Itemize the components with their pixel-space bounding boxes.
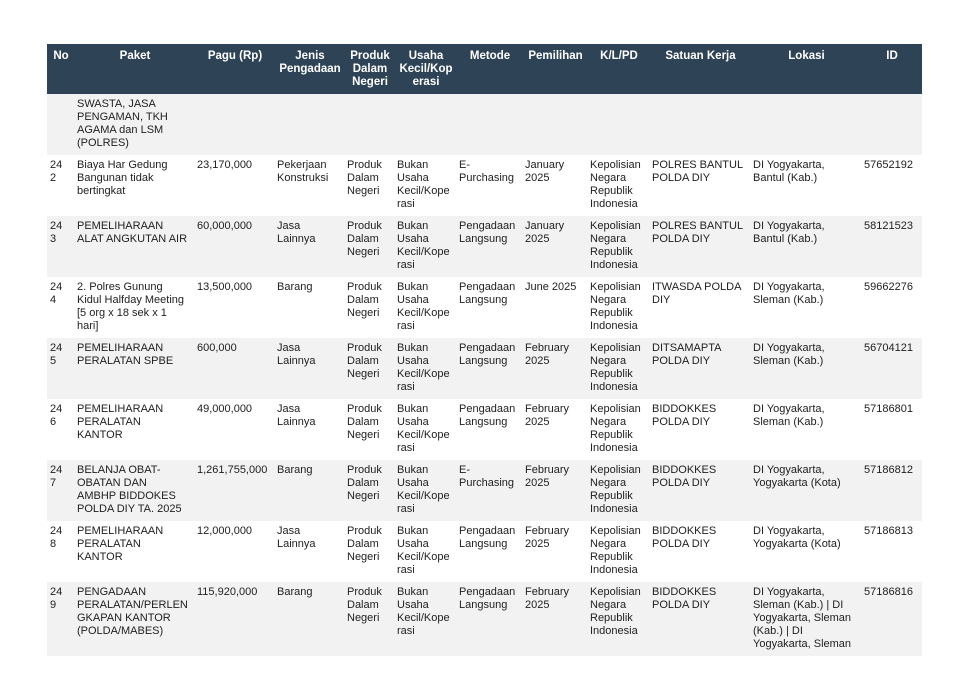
cell-usaha-kecil-koperasi: Bukan Usaha Kecil/Koperasi [397, 586, 450, 637]
cell-pemilihan: February 2025 [525, 464, 570, 489]
cell-paket: PENGADAAN PERALATAN/PERLENGKAPAN KANTOR (POLDA/MABES) [77, 586, 188, 637]
cell-id: 57186812 [864, 464, 913, 476]
table-row [47, 399, 922, 460]
cell-jenis-pengadaan: Jasa Lainnya [277, 220, 316, 245]
table-row [47, 277, 922, 338]
cell-lokasi: DI Yogyakarta, Yogyakarta (Kota) [753, 525, 841, 550]
cell-metode: E-Purchasing [459, 464, 515, 489]
table-row [47, 94, 922, 155]
cell-paket: PEMELIHARAAN ALAT ANGKUTAN AIR [77, 220, 188, 245]
cell-usaha-kecil-koperasi: Bukan Usaha Kecil/Koperasi [397, 342, 450, 393]
cell-no: 243 [50, 220, 63, 245]
table-body [47, 94, 922, 656]
cell-jenis-pengadaan: Jasa Lainnya [277, 403, 316, 428]
cell-produk-dalam-negeri: Produk Dalam Negeri [347, 525, 382, 563]
cell-lokasi: DI Yogyakarta, Sleman (Kab.) [753, 342, 825, 367]
cell-pagu: 115,920,000 [197, 586, 258, 598]
cell-lokasi [751, 94, 862, 155]
cell-usaha-kecil-koperasi: Bukan Usaha Kecil/Koperasi [397, 525, 450, 576]
cell-pemilihan: February 2025 [525, 403, 570, 428]
cell-usaha-kecil-koperasi: Bukan Usaha Kecil/Koperasi [397, 464, 450, 515]
column-header-id: ID [862, 44, 922, 94]
cell-no: 249 [50, 586, 63, 611]
cell-paket: SWASTA, JASA PENGAMAN, TKH AGAMA dan LSM (POLRES) [77, 98, 168, 149]
column-header-pagu: Pagu (Rp) [195, 44, 275, 94]
cell-jenis-pengadaan: Pekerjaan Konstruksi [277, 159, 329, 184]
cell-id: 57186801 [864, 403, 913, 415]
cell-satuan-kerja: BIDDOKKES POLDA DIY [652, 464, 717, 489]
cell-lokasi: DI Yogyakarta, Bantul (Kab.) [753, 159, 825, 184]
cell-pemilihan: January 2025 [525, 220, 565, 245]
cell-pagu: 1,261,755,000 [197, 464, 268, 476]
cell-paket: PEMELIHARAAN PERALATAN KANTOR [77, 403, 164, 441]
cell-id [862, 94, 922, 155]
cell-kl-pd: Kepolisian Negara Republik Indonesia [590, 220, 641, 271]
cell-pagu [195, 94, 275, 155]
cell-produk-dalam-negeri: Produk Dalam Negeri [347, 342, 382, 380]
cell-metode: Pengadaan Langsung [459, 342, 516, 367]
cell-kl-pd: Kepolisian Negara Republik Indonesia [590, 342, 641, 393]
column-header-lokasi: Lokasi [751, 44, 862, 94]
cell-lokasi: DI Yogyakarta, Sleman (Kab.) [753, 403, 825, 428]
cell-usaha-kecil-koperasi: Bukan Usaha Kecil/Koperasi [397, 403, 450, 454]
cell-no: 246 [50, 403, 63, 428]
cell-produk-dalam-negeri: Produk Dalam Negeri [347, 281, 382, 319]
cell-metode: Pengadaan Langsung [459, 403, 516, 428]
column-header-usaha_kecil_koperasi: Usaha Kecil/Koperasi [395, 44, 457, 94]
cell-pagu: 12,000,000 [197, 525, 253, 537]
cell-satuan-kerja [650, 94, 751, 155]
cell-usaha-kecil-koperasi: Bukan Usaha Kecil/Koperasi [397, 159, 450, 210]
cell-id: 58121523 [864, 220, 913, 232]
cell-jenis-pengadaan [275, 94, 345, 155]
cell-satuan-kerja: POLRES BANTUL POLDA DIY [652, 159, 743, 184]
cell-id: 57186813 [864, 525, 913, 537]
cell-id: 57186816 [864, 586, 913, 598]
cell-jenis-pengadaan: Jasa Lainnya [277, 342, 316, 367]
table-row [47, 155, 922, 216]
cell-paket: PEMELIHARAAN PERALATAN KANTOR [77, 525, 164, 563]
cell-pagu: 600,000 [197, 342, 237, 354]
column-header-satuan_kerja: Satuan Kerja [650, 44, 751, 94]
column-header-produk_dalam_negeri: Produk Dalam Negeri [345, 44, 395, 94]
table-row [47, 338, 922, 399]
column-header-paket: Paket [75, 44, 195, 94]
cell-usaha-kecil-koperasi: Bukan Usaha Kecil/Koperasi [397, 220, 450, 271]
cell-satuan-kerja: BIDDOKKES POLDA DIY [652, 403, 717, 428]
cell-paket: PEMELIHARAAN PERALATAN SPBE [77, 342, 174, 367]
cell-metode: Pengadaan Langsung [459, 281, 516, 306]
cell-kl-pd: Kepolisian Negara Republik Indonesia [590, 159, 641, 210]
cell-pemilihan: June 2025 [525, 281, 577, 293]
cell-lokasi: DI Yogyakarta, Yogyakarta (Kota) [753, 464, 841, 489]
table-header-row [47, 44, 922, 94]
table-row [47, 521, 922, 582]
cell-kl-pd: Kepolisian Negara Republik Indonesia [590, 403, 641, 454]
cell-pemilihan: February 2025 [525, 586, 570, 611]
cell-usaha-kecil-koperasi [395, 94, 457, 155]
cell-metode: Pengadaan Langsung [459, 586, 516, 611]
cell-pagu: 23,170,000 [197, 159, 253, 171]
cell-satuan-kerja: BIDDOKKES POLDA DIY [652, 525, 717, 550]
cell-no [47, 94, 75, 155]
cell-pemilihan: January 2025 [525, 159, 565, 184]
cell-no: 248 [50, 525, 63, 550]
cell-jenis-pengadaan: Jasa Lainnya [277, 525, 316, 550]
cell-jenis-pengadaan: Barang [277, 586, 313, 598]
table-row [47, 216, 922, 277]
cell-paket: BELANJA OBAT-OBATAN DAN AMBHP BIDDOKES POLDA DIY TA. 2025 [77, 464, 182, 515]
cell-produk-dalam-negeri [345, 94, 395, 155]
cell-lokasi: DI Yogyakarta, Bantul (Kab.) [753, 220, 825, 245]
column-header-no: No [47, 44, 75, 94]
cell-kl-pd: Kepolisian Negara Republik Indonesia [590, 525, 641, 576]
cell-satuan-kerja: BIDDOKKES POLDA DIY [652, 586, 717, 611]
cell-kl-pd: Kepolisian Negara Republik Indonesia [590, 281, 641, 332]
column-header-pemilihan: Pemilihan [523, 44, 588, 94]
cell-produk-dalam-negeri: Produk Dalam Negeri [347, 220, 382, 258]
cell-id: 57652192 [864, 159, 913, 171]
cell-produk-dalam-negeri: Produk Dalam Negeri [347, 586, 382, 624]
column-header-jenis_pengadaan: Jenis Pengadaan [275, 44, 345, 94]
cell-pemilihan: February 2025 [525, 525, 570, 550]
cell-satuan-kerja: ITWASDA POLDA DIY [652, 281, 741, 306]
cell-kl-pd [588, 94, 650, 155]
cell-kl-pd: Kepolisian Negara Republik Indonesia [590, 586, 641, 637]
cell-paket: Biaya Har Gedung Bangunan tidak bertingkat [77, 159, 168, 197]
column-header-kl_pd: K/L/PD [588, 44, 650, 94]
cell-satuan-kerja: POLRES BANTUL POLDA DIY [652, 220, 743, 245]
cell-lokasi: DI Yogyakarta, Sleman (Kab.) | DI Yogyakarta, Sleman (Kab.) | DI Yogyakarta, Sleman [753, 586, 852, 650]
cell-pagu: 60,000,000 [197, 220, 253, 232]
cell-metode [457, 94, 523, 155]
column-header-metode: Metode [457, 44, 523, 94]
table-row [47, 582, 922, 656]
cell-no: 245 [50, 342, 63, 367]
cell-metode: Pengadaan Langsung [459, 220, 516, 245]
cell-usaha-kecil-koperasi: Bukan Usaha Kecil/Koperasi [397, 281, 450, 332]
cell-pemilihan: February 2025 [525, 342, 570, 367]
cell-satuan-kerja: DITSAMAPTA POLDA DIY [652, 342, 721, 367]
cell-jenis-pengadaan: Barang [277, 464, 313, 476]
cell-no: 244 [50, 281, 63, 306]
cell-jenis-pengadaan: Barang [277, 281, 313, 293]
cell-lokasi: DI Yogyakarta, Sleman (Kab.) [753, 281, 825, 306]
cell-metode: Pengadaan Langsung [459, 525, 516, 550]
cell-id: 56704121 [864, 342, 913, 354]
cell-no: 242 [50, 159, 63, 184]
table-row [47, 460, 922, 521]
cell-produk-dalam-negeri: Produk Dalam Negeri [347, 464, 382, 502]
cell-no: 247 [50, 464, 63, 489]
procurement-table [47, 44, 922, 656]
cell-kl-pd: Kepolisian Negara Republik Indonesia [590, 464, 641, 515]
cell-metode: E-Purchasing [459, 159, 515, 184]
cell-produk-dalam-negeri: Produk Dalam Negeri [347, 403, 382, 441]
cell-pagu: 49,000,000 [197, 403, 253, 415]
cell-pagu: 13,500,000 [197, 281, 253, 293]
cell-paket: 2. Polres Gunung Kidul Halfday Meeting [5 org x 18 sek x 1 hari] [77, 281, 185, 332]
cell-pemilihan [523, 94, 588, 155]
cell-id: 59662276 [864, 281, 913, 293]
cell-produk-dalam-negeri: Produk Dalam Negeri [347, 159, 382, 197]
